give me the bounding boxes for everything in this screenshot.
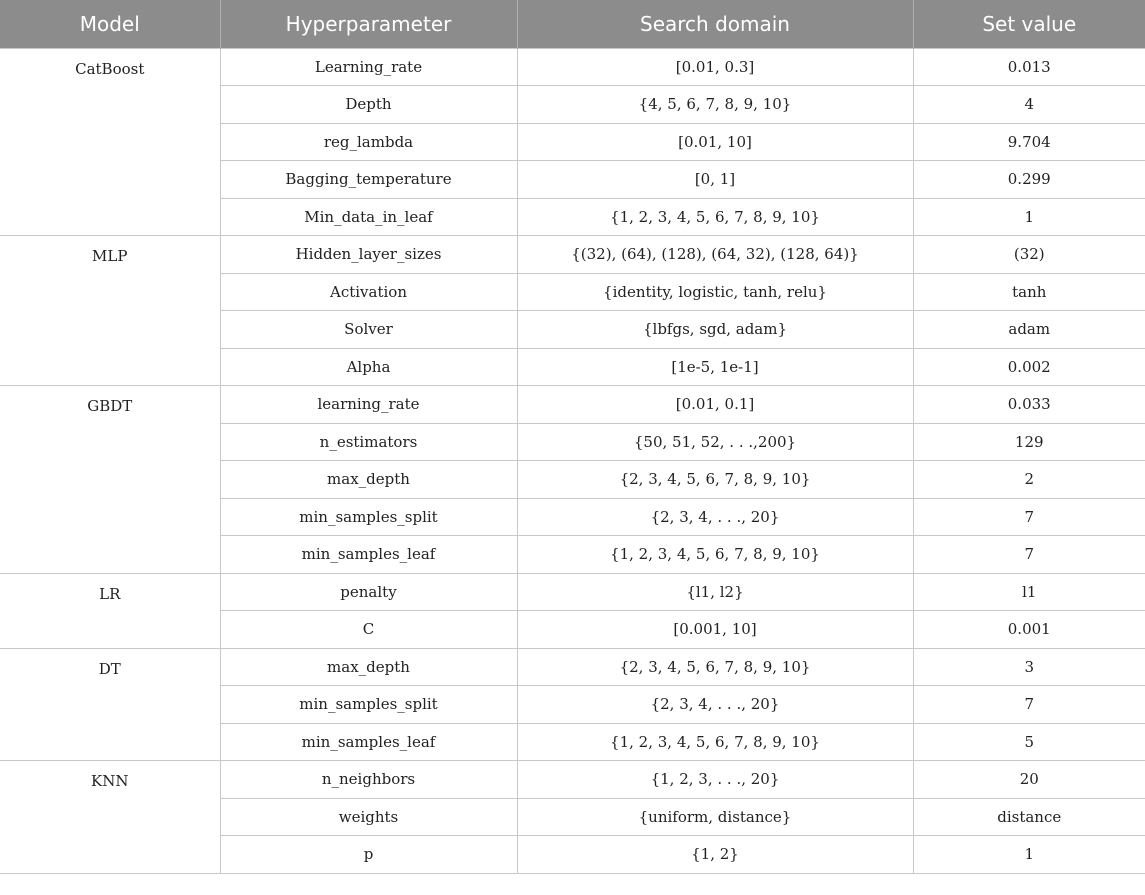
search-domain-cell: {2, 3, 4, . . ., 20} [517, 686, 913, 724]
search-domain-cell: {identity, logistic, tanh, relu} [517, 273, 913, 311]
hyperparameter-cell: n_neighbors [220, 761, 517, 799]
set-value-cell: 0.002 [913, 348, 1145, 386]
set-value-cell: 0.299 [913, 161, 1145, 199]
hyperparameter-cell: Alpha [220, 348, 517, 386]
search-domain-cell: {1, 2, 3, 4, 5, 6, 7, 8, 9, 10} [517, 198, 913, 236]
table-header [0, 0, 1145, 48]
table-row [0, 236, 1145, 274]
set-value-cell: (32) [913, 236, 1145, 274]
search-domain-cell: [0, 1] [517, 161, 913, 199]
hyperparameter-cell: Bagging_temperature [220, 161, 517, 199]
search-domain-cell: [0.001, 10] [517, 611, 913, 649]
table-row [0, 573, 1145, 611]
header-model: Model [79, 11, 140, 36]
model-cell: KNN [0, 761, 220, 874]
hyperparameter-cell: Learning_rate [220, 48, 517, 86]
set-value-cell: distance [913, 798, 1145, 836]
header-set-value: Set value [913, 0, 1145, 48]
set-value-cell: 1 [913, 836, 1145, 874]
set-value-cell: 7 [913, 498, 1145, 536]
table-row [0, 648, 1145, 686]
set-value-cell: 9.704 [913, 123, 1145, 161]
set-value-cell: 4 [913, 86, 1145, 124]
hyperparameter-cell: Activation [220, 273, 517, 311]
set-value-cell: 0.001 [913, 611, 1145, 649]
set-value-cell: 2 [913, 461, 1145, 499]
set-value-cell: 1 [913, 198, 1145, 236]
hyperparameter-cell: Min_data_in_leaf [220, 198, 517, 236]
hyperparameter-cell: weights [220, 798, 517, 836]
search-domain-cell: {1, 2, 3, . . ., 20} [517, 761, 913, 799]
set-value-cell: 20 [913, 761, 1145, 799]
hyperparameter-cell: min_samples_leaf [220, 723, 517, 761]
model-cell: MLP [0, 236, 220, 386]
hyperparameter-cell: learning_rate [220, 386, 517, 424]
set-value-cell: 7 [913, 536, 1145, 574]
search-domain-cell: {(32), (64), (128), (64, 32), (128, 64)} [517, 236, 913, 274]
hyperparameter-cell: p [220, 836, 517, 874]
hyperparameter-cell: max_depth [220, 648, 517, 686]
search-domain-cell: {2, 3, 4, 5, 6, 7, 8, 9, 10} [517, 461, 913, 499]
hyperparameter-cell: min_samples_split [220, 498, 517, 536]
header-hyperparameter: Hyperparameter [220, 0, 517, 48]
set-value-cell: l1 [913, 573, 1145, 611]
search-domain-cell: [0.01, 0.3] [517, 48, 913, 86]
set-value-cell: 0.013 [913, 48, 1145, 86]
set-value-cell: tanh [913, 273, 1145, 311]
set-value-cell: 5 [913, 723, 1145, 761]
search-domain-cell: {50, 51, 52, . . .,200} [517, 423, 913, 461]
search-domain-cell: {4, 5, 6, 7, 8, 9, 10} [517, 86, 913, 124]
hyperparameter-cell: max_depth [220, 461, 517, 499]
table-row [0, 386, 1145, 424]
hyperparameter-cell: min_samples_split [220, 686, 517, 724]
table-row [0, 761, 1145, 799]
hyperparameter-cell: min_samples_leaf [220, 536, 517, 574]
set-value-cell: 7 [913, 686, 1145, 724]
set-value-cell: 3 [913, 648, 1145, 686]
set-value-cell: 129 [913, 423, 1145, 461]
model-cell: DT [0, 648, 220, 761]
hyperparameter-cell: reg_lambda [220, 123, 517, 161]
search-domain-cell: [0.01, 0.1] [517, 386, 913, 424]
set-value-cell: 0.033 [913, 386, 1145, 424]
search-domain-cell: [0.01, 10] [517, 123, 913, 161]
hyperparameter-cell: Solver [220, 311, 517, 349]
hyperparameter-cell: C [220, 611, 517, 649]
table-body [0, 48, 1145, 873]
hyperparameter-cell: Depth [220, 86, 517, 124]
search-domain-cell: [1e-5, 1e-1] [517, 348, 913, 386]
set-value-cell: adam [913, 311, 1145, 349]
hyperparameter-cell: n_estimators [220, 423, 517, 461]
search-domain-cell: {1, 2, 3, 4, 5, 6, 7, 8, 9, 10} [517, 536, 913, 574]
search-domain-cell: {uniform, distance} [517, 798, 913, 836]
model-cell: GBDT [0, 386, 220, 574]
hyperparameter-cell: Hidden_layer_sizes [220, 236, 517, 274]
search-domain-cell: {lbfgs, sgd, adam} [517, 311, 913, 349]
search-domain-cell: {1, 2, 3, 4, 5, 6, 7, 8, 9, 10} [517, 723, 913, 761]
search-domain-cell: {1, 2} [517, 836, 913, 874]
hyperparameter-cell: penalty [220, 573, 517, 611]
model-cell: LR [0, 573, 220, 648]
model-cell: CatBoost [0, 48, 220, 236]
search-domain-cell: {l1, l2} [517, 573, 913, 611]
header-row [0, 0, 1145, 48]
search-domain-cell: {2, 3, 4, 5, 6, 7, 8, 9, 10} [517, 648, 913, 686]
search-domain-cell: {2, 3, 4, . . ., 20} [517, 498, 913, 536]
header-search-domain: Search domain [517, 0, 913, 48]
table-row [0, 48, 1145, 86]
